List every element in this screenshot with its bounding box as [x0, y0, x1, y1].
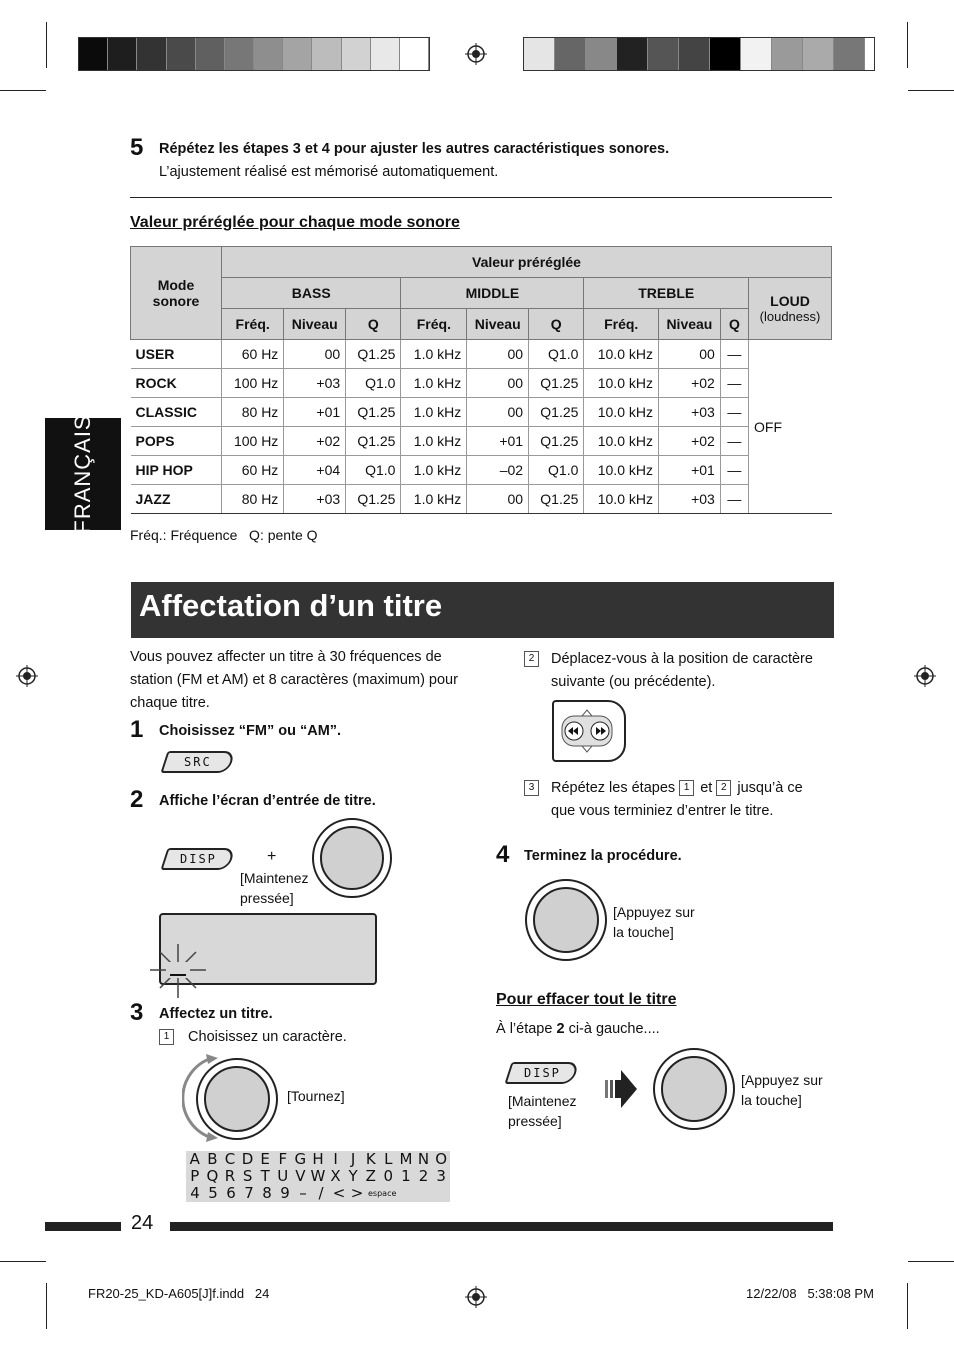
value-cell: —	[720, 485, 748, 514]
value-cell: —	[720, 398, 748, 427]
footer-bar-left	[45, 1222, 121, 1231]
mode-cell: JAZZ	[131, 485, 222, 514]
crop-mark	[46, 22, 47, 68]
char-cell: 5	[208, 1184, 218, 1202]
char-cell: 7	[244, 1184, 254, 1202]
preset-group-header: Valeur préréglée	[222, 247, 832, 278]
table-row	[131, 456, 832, 485]
char-cell: X	[330, 1167, 341, 1185]
char-cell: J	[350, 1150, 356, 1168]
sub-header: Q	[346, 309, 401, 340]
value-cell: 60 Hz	[222, 456, 284, 485]
value-cell: 00	[467, 485, 529, 514]
value-cell: —	[720, 340, 748, 369]
char-cell: I	[333, 1150, 338, 1168]
char-cell: 0	[383, 1167, 394, 1185]
step-3-text: Affectez un titre.	[159, 1006, 273, 1022]
value-cell: 1.0 kHz	[401, 427, 467, 456]
table-row	[131, 398, 832, 427]
value-cell: +01	[467, 427, 529, 456]
step-1-text: Choisissez “FM” ou “AM”.	[159, 723, 342, 739]
slug-date: 12/22/08 5:38:08 PM	[746, 1286, 874, 1301]
crop-mark	[907, 22, 908, 68]
preset-table	[130, 246, 832, 514]
section-title: Affectation d’un titre	[139, 588, 443, 623]
sub-header: Q	[529, 309, 584, 340]
value-cell: Q1.25	[529, 427, 584, 456]
registration-mark-icon	[16, 665, 38, 687]
crop-mark	[908, 90, 954, 91]
char-cell: D	[241, 1150, 254, 1168]
char-cell: 8	[262, 1184, 272, 1202]
sub-header: Fréq.	[222, 309, 284, 340]
step-4-text: Terminez la procédure.	[524, 848, 682, 864]
step-5-number: 5	[130, 134, 144, 161]
value-cell: +01	[284, 398, 346, 427]
value-cell: Q1.0	[346, 456, 401, 485]
mode-cell: POPS	[131, 427, 222, 456]
step-3-sub2: 2 Déplacez-vous à la position de caractère suivante (ou précédente).	[524, 648, 824, 694]
step-2-number: 2	[130, 786, 144, 813]
preset-section-title: Valeur préréglée pour chaque mode sonore	[130, 214, 460, 231]
erase-text: À l’étape 2 ci-à gauche....	[496, 1021, 660, 1037]
arrow-right-icon	[603, 1068, 639, 1110]
char-cell: 1	[401, 1167, 411, 1185]
char-cell: Z	[365, 1167, 376, 1185]
char-cell: 6	[226, 1184, 236, 1202]
value-cell: —	[720, 427, 748, 456]
disp-button[interactable]: DISP	[504, 1062, 579, 1084]
seek-buttons-icon	[554, 702, 624, 760]
value-cell: 00	[284, 340, 346, 369]
mode-cell: HIP HOP	[131, 456, 222, 485]
table-footnote: Fréq.: Fréquence Q: pente Q	[130, 527, 318, 543]
erase-hold-note: [Maintenez pressée]	[508, 1093, 577, 1129]
char-cell: 3	[436, 1167, 446, 1185]
mode-cell: CLASSIC	[131, 398, 222, 427]
char-cell: C	[224, 1150, 236, 1168]
char-cell: <	[332, 1184, 346, 1202]
registration-mark-icon	[465, 43, 487, 65]
section-banner	[131, 582, 834, 638]
value-cell: 10.0 kHz	[584, 427, 659, 456]
value-cell: –02	[467, 456, 529, 485]
value-cell: Q1.25	[529, 369, 584, 398]
char-cell: N	[417, 1150, 430, 1168]
mode-cell: ROCK	[131, 369, 222, 398]
band-header-treble: TREBLE	[584, 278, 749, 309]
step-4-number: 4	[496, 841, 510, 868]
value-cell: Q1.25	[346, 340, 401, 369]
value-cell: 10.0 kHz	[584, 485, 659, 514]
char-cell: 9	[280, 1184, 290, 1202]
page-number: 24	[131, 1212, 154, 1234]
char-cell: K	[365, 1150, 376, 1168]
value-cell: 00	[658, 340, 720, 369]
char-cell: L	[384, 1150, 393, 1168]
value-cell: +02	[284, 427, 346, 456]
value-cell: 00	[467, 369, 529, 398]
char-cell: >	[350, 1184, 364, 1202]
value-cell: +03	[658, 398, 720, 427]
value-cell: Q1.0	[529, 456, 584, 485]
press-note: [Appuyez sur la touche]	[613, 904, 695, 940]
blinking-cursor-icon	[146, 940, 210, 1000]
char-cell: O	[435, 1150, 448, 1168]
step-3-sub1: 1 Choisissez un caractère.	[159, 1029, 347, 1045]
char-cell: F	[278, 1150, 288, 1168]
value-cell: 1.0 kHz	[401, 369, 467, 398]
slug-file: FR20-25_KD-A605[J]f.indd 24	[88, 1286, 270, 1301]
value-cell: 1.0 kHz	[401, 398, 467, 427]
value-cell: +01	[658, 456, 720, 485]
substep-number: 1	[159, 1029, 174, 1045]
crop-mark	[908, 1261, 954, 1262]
value-cell: Q1.25	[529, 398, 584, 427]
value-cell: 1.0 kHz	[401, 485, 467, 514]
value-cell: 100 Hz	[222, 427, 284, 456]
value-cell: Q1.25	[346, 398, 401, 427]
crop-mark	[0, 1261, 46, 1262]
value-cell: 00	[467, 398, 529, 427]
registration-bar-right	[523, 37, 875, 71]
value-cell: 60 Hz	[222, 340, 284, 369]
table-row	[131, 340, 832, 369]
value-cell: 100 Hz	[222, 369, 284, 398]
language-tab: FRANÇAIS	[45, 418, 121, 530]
char-cell: Q	[206, 1167, 219, 1185]
band-header-bass: BASS	[222, 278, 401, 309]
sub-header: Q	[720, 309, 748, 340]
registration-bar-left	[78, 37, 430, 71]
erase-press-note: [Appuyez sur la touche]	[741, 1072, 823, 1108]
char-cell: 4	[190, 1184, 200, 1202]
char-cell: V	[295, 1167, 306, 1185]
char-cell: T	[260, 1167, 270, 1185]
intro-text: Vous pouvez affecter un titre à 30 fréquences de station (FM et AM) et 8 caractères (maximum) pour chaque titre.	[130, 649, 458, 711]
table-row	[131, 485, 832, 514]
step-1-number: 1	[130, 716, 144, 743]
char-cell: U	[277, 1167, 289, 1185]
band-header-middle: MIDDLE	[401, 278, 584, 309]
control-knob[interactable]	[653, 1048, 735, 1130]
value-cell: 10.0 kHz	[584, 398, 659, 427]
control-knob[interactable]	[196, 1058, 278, 1140]
char-cell: –	[299, 1184, 307, 1202]
table-row	[131, 369, 832, 398]
char-cell: M	[399, 1150, 413, 1168]
step-5-title: Répétez les étapes 3 et 4 pour ajuster les autres caractéristiques sonores.	[159, 141, 670, 157]
value-cell: 10.0 kHz	[584, 340, 659, 369]
char-cell: W	[310, 1167, 326, 1185]
mode-cell: USER	[131, 340, 222, 369]
char-space: espace	[368, 1189, 397, 1198]
step-3-number: 3	[130, 999, 144, 1026]
value-cell: +03	[284, 369, 346, 398]
crop-mark	[46, 1283, 47, 1329]
loud-header: LOUD (loudness)	[749, 278, 832, 340]
value-cell: 10.0 kHz	[584, 369, 659, 398]
char-cell: A	[189, 1150, 200, 1168]
value-cell: +04	[284, 456, 346, 485]
value-cell: +02	[658, 369, 720, 398]
table-row	[131, 427, 832, 456]
loud-value-cell: OFF	[749, 340, 832, 514]
control-knob[interactable]	[525, 879, 607, 961]
value-cell: —	[720, 369, 748, 398]
char-cell: E	[260, 1150, 270, 1168]
value-cell: +02	[658, 427, 720, 456]
char-cell: P	[190, 1167, 200, 1185]
char-cell: H	[312, 1150, 324, 1168]
registration-mark-icon	[914, 665, 936, 687]
value-cell: —	[720, 456, 748, 485]
src-button[interactable]: SRC	[160, 751, 235, 773]
sub-header: Fréq.	[584, 309, 659, 340]
erase-title: Pour effacer tout le titre	[496, 991, 677, 1008]
char-cell: R	[224, 1167, 236, 1185]
sub-header: Fréq.	[401, 309, 467, 340]
value-cell: Q1.25	[529, 485, 584, 514]
sub-header: Niveau	[467, 309, 529, 340]
sub-header: Niveau	[284, 309, 346, 340]
value-cell: 10.0 kHz	[584, 456, 659, 485]
crop-mark	[907, 1283, 908, 1329]
char-cell: 2	[418, 1167, 429, 1185]
disp-button[interactable]: DISP	[160, 848, 235, 870]
value-cell: Q1.25	[346, 427, 401, 456]
sub-header: Niveau	[658, 309, 720, 340]
control-knob[interactable]	[312, 818, 392, 898]
crop-mark	[0, 90, 46, 91]
mode-header: Mode sonore	[131, 247, 222, 340]
value-cell: 00	[467, 340, 529, 369]
char-cell: Y	[348, 1167, 358, 1185]
value-cell: Q1.25	[346, 485, 401, 514]
hold-note: [Maintenez pressée]	[240, 870, 309, 906]
section-divider	[130, 197, 832, 198]
char-cell: G	[294, 1150, 307, 1168]
value-cell: Q1.0	[346, 369, 401, 398]
plus-sign: +	[267, 848, 277, 865]
char-cell: S	[242, 1167, 253, 1185]
char-cell: B	[207, 1150, 218, 1168]
value-cell: 80 Hz	[222, 485, 284, 514]
value-cell: +03	[284, 485, 346, 514]
step-2-text: Affiche l’écran d’entrée de titre.	[159, 793, 376, 809]
footer-bar-right	[170, 1222, 833, 1231]
registration-mark-icon	[465, 1286, 487, 1308]
seek-control[interactable]	[552, 700, 626, 762]
value-cell: +03	[658, 485, 720, 514]
value-cell: 80 Hz	[222, 398, 284, 427]
value-cell: 1.0 kHz	[401, 456, 467, 485]
value-cell: 1.0 kHz	[401, 340, 467, 369]
step-3-sub3: 3 Répétez les étapes 1 et 2 jusqu’à ce que vous terminiez d’entrer le titre.	[524, 777, 824, 823]
turn-note: [Tournez]	[287, 1088, 345, 1104]
step-5-subtitle: L’ajustement réalisé est mémorisé automatiquement.	[159, 164, 499, 180]
char-cell: /	[318, 1184, 324, 1202]
character-grid	[186, 1151, 450, 1202]
value-cell: Q1.0	[529, 340, 584, 369]
